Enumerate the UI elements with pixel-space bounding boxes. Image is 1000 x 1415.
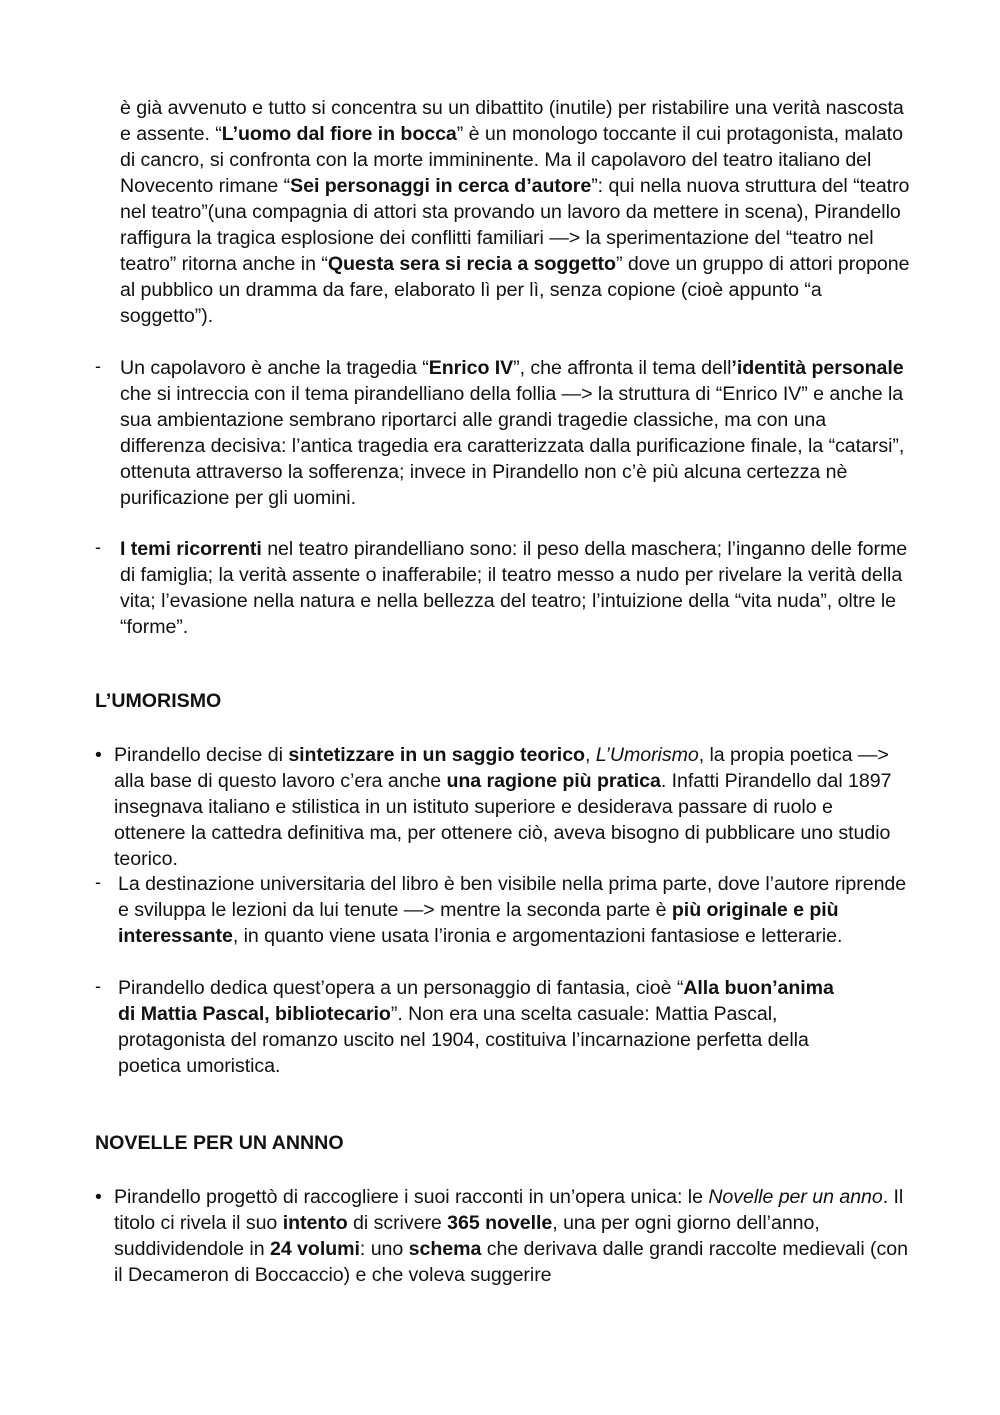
text-run: Pirandello dedica quest’opera a un personaggio di fantasia, cioè “ [118,977,684,999]
list-item-temi-ricorrenti [120,536,910,640]
text-run: . Il titolo ci rivela il suo [114,1186,904,1234]
paragraph-continuation [120,95,910,329]
bold-text: una ragione più pratica [446,770,661,792]
bold-text: schema [408,1238,482,1260]
bold-text: più originale e più interessante [118,899,839,947]
section-heading-novelle: NOVELLE PER UN ANNNO [95,1132,344,1154]
text-run: , in quanto viene usata l’ironia e argomentazioni fantasiose e letterarie. [232,925,843,947]
bold-text: intento [282,1212,348,1234]
dash-marker: - [95,537,101,557]
bold-text: L’uomo dal fiore in bocca [221,123,457,145]
text-run: ” è un monologo toccante il cui protagonista, malato di cancro, si confronta con la morte immininente. Ma il capolavoro del teatro italiano del Novecento rimane “ [120,123,903,197]
section-heading-umorismo: L’UMORISMO [95,690,222,712]
list-item-saggio [114,742,904,872]
text-run: ”: qui nella nuova struttura del “teatro nel teatro”(una compagnia di attori sta provando un lavoro da mettere in scena), Pirandello raffigura la tragica esplosione dei conflitti familiari —> la sperimentazione del “teatro nel teatro” ritorna anche in “ [120,175,910,275]
bold-text: Sei personaggi in cerca d’autore [290,175,592,197]
text-run: . Infatti Pirandello dal 1897 insegnava italiano e stilistica in un istituto superiore e desiderava passare di ruolo e ottenere la cattedra definitiva ma, per ottenere ciò, aveva bisogno di pubblicare uno studio teorico. [114,770,892,870]
bold-text: sintetizzare in un saggio teorico [288,744,585,766]
bullet-marker: • [95,1186,102,1208]
dash-marker: - [95,356,101,376]
dash-marker: - [95,976,101,996]
bold-text: 24 volumi [269,1238,360,1260]
italic-title: L’Umorismo [595,744,699,766]
text-run: , [584,744,596,766]
bold-text: ’identità personale [731,357,904,379]
text-run: : uno [359,1238,409,1260]
text-run: , la propia poetica —> alla base di questo lavoro c’era anche [114,744,889,792]
text-run: ”, che affronta il tema dell [513,357,732,379]
text-run: è già avvenuto e tutto si concentra su un dibattito (inutile) per ristabilire una verità nascosta e assente. “ [120,97,904,145]
dash-marker: - [95,872,101,892]
list-item-destinazione [118,871,908,949]
bold-text: Alla buon’anima di Mattia Pascal, bibliotecario [118,977,834,1025]
text-run: che derivava dalle grandi raccolte medievali (con il Decameron di Boccaccio) e che voleva suggerire [114,1238,908,1286]
text-run: Un capolavoro è anche la tragedia “ [120,357,429,379]
text-run: di scrivere [347,1212,448,1234]
list-item-novelle-progetto [114,1184,909,1288]
text-run: ” dove un gruppo di attori propone al pubblico un dramma da fare, elaborato lì per lì, senza copione (cioè appunto “a soggetto”). [120,253,910,327]
text-run: ”. Non era una scelta casuale: Mattia Pascal, protagonista del romanzo uscito nel 1904, costituiva l’incarnazione perfetta della poetica umoristica. [118,1003,809,1077]
text-run: La destinazione universitaria del libro è ben visibile nella prima parte, dove l’autore riprende e sviluppa le lezioni da lui tenute —> mentre la seconda parte è [118,873,907,921]
text-run: che si intreccia con il tema pirandelliano della follia —> la struttura di “Enrico IV” e anche la sua ambientazione sembrano riportarci alle grandi tragedie classiche, ma con una differenza decisiva: l’antica tragedia era caratterizzata dalla purificazione finale, la “catarsi”, ottenuta attraverso la sofferenza; invece in Pirandello non c’è più alcuna certezza nè purificazione per gli uomini. [120,383,905,509]
text-run: Pirandello progettò di raccogliere i suoi racconti in un’opera unica: le [114,1186,709,1208]
bold-text: Questa sera si recia a soggetto [327,253,616,275]
bullet-marker: • [95,744,102,766]
bold-text: 365 novelle [447,1212,553,1234]
text-run: , una per ogni giorno dell’anno, suddividendole in [114,1212,820,1260]
bold-text: Enrico IV [428,357,514,379]
list-item-enrico-iv [120,355,910,511]
text-run: Pirandello decise di [114,744,289,766]
italic-title: Novelle per un anno [708,1186,883,1208]
text-run: nel teatro pirandelliano sono: il peso della maschera; l’inganno delle forme di famiglia; la verità assente o inafferabile; il teatro messo a nudo per rivelare la verità della vita; l’evasione nella natura e nella bellezza del teatro; l’intuizione della “vita nuda”, oltre le “forme”. [120,538,908,638]
bold-text: I temi ricorrenti [120,538,262,560]
list-item-dedica [118,975,853,1079]
